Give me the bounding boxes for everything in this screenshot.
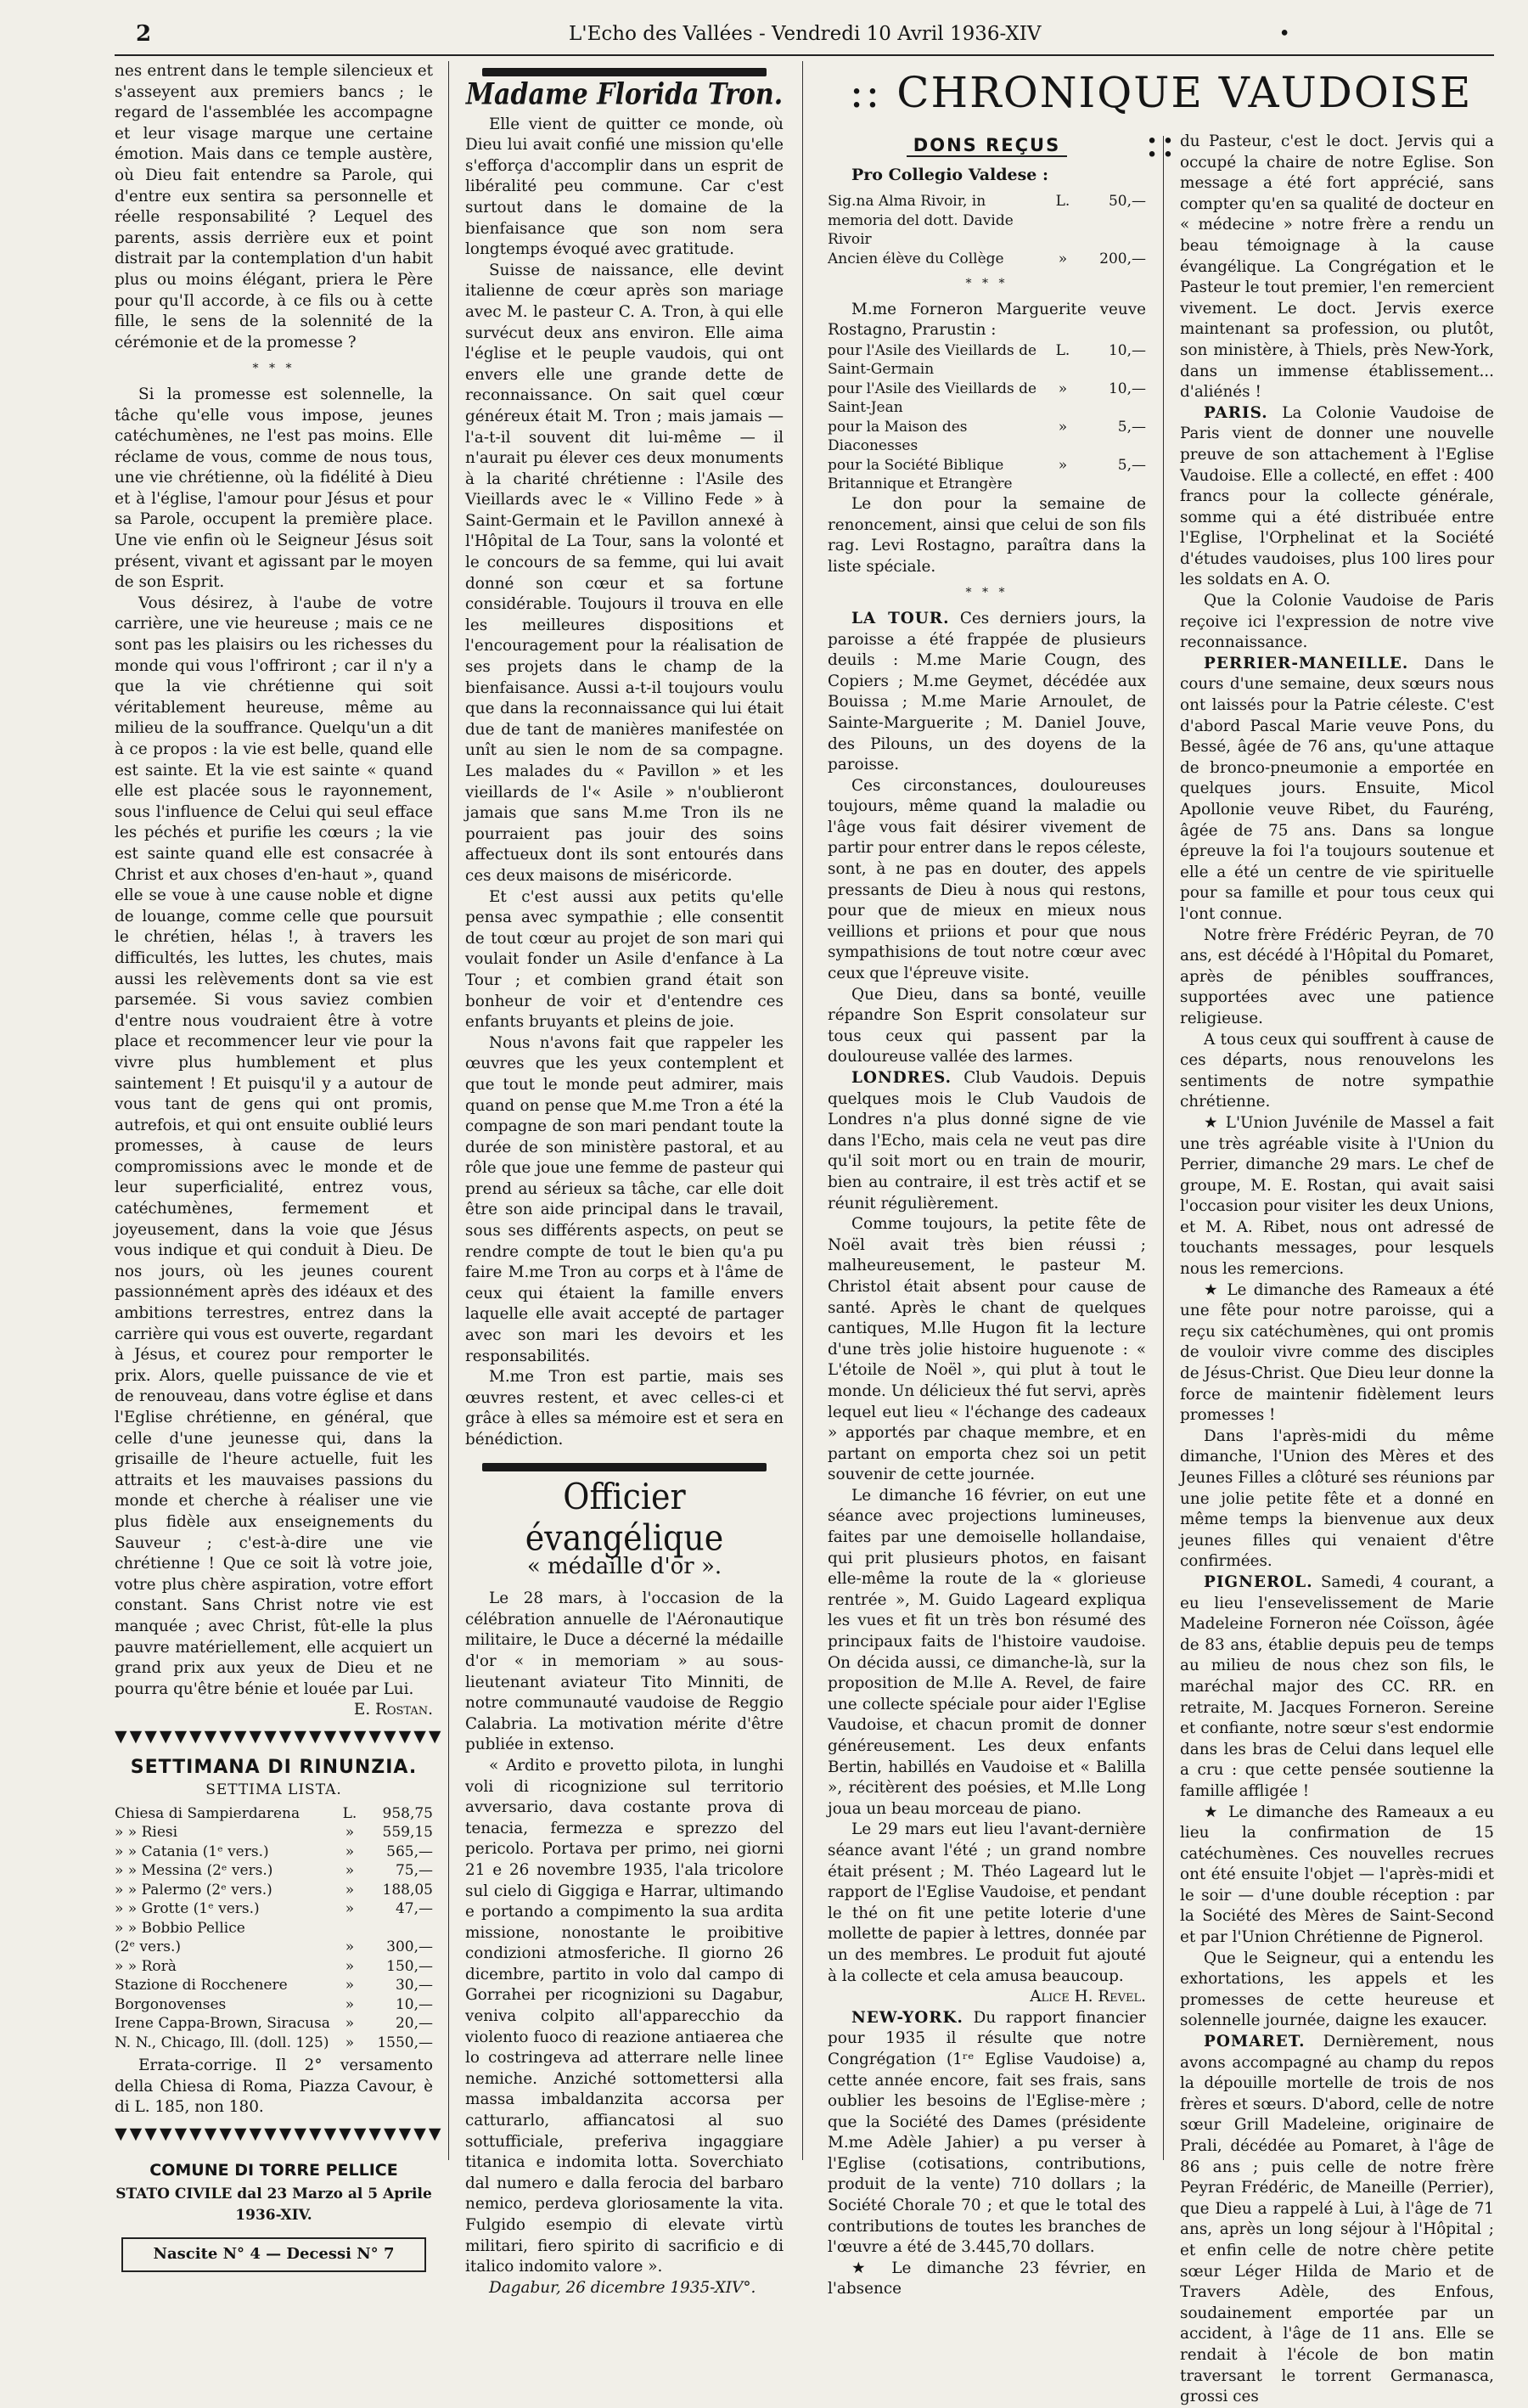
dons-title-text: DONS REÇUS bbox=[907, 135, 1067, 157]
column-divider-1 bbox=[448, 61, 449, 2160]
triangle-border: ▼▼▼▼▼▼▼▼▼▼▼▼▼▼▼▼▼▼▼▼▼▼ bbox=[115, 2124, 444, 2143]
table-row bbox=[115, 1919, 433, 1938]
row-currency: » bbox=[345, 1957, 355, 1975]
news-new-york bbox=[828, 2008, 1146, 2259]
row-label: Sig.na Alma Rivoir, in memoria del dott. Davide Rivoir bbox=[828, 193, 1014, 249]
article-paragraph: Elle vient de quitter ce monde, où Dieu lui avait confié une mission qu'elle s'efforça d'accomplir dans un esprit de libéralité peu commune. Car c'est surtout dans le domaine de la bienfaisance que son nom sera longtemps évoqué avec gratitude. bbox=[465, 115, 784, 259]
row-label: pour l'Asile des Vieillards de Saint-Jean bbox=[828, 380, 1037, 417]
row-label: » » Grotte (1ᵉ vers.) bbox=[115, 1900, 260, 1918]
row-label: Stazione di Rocchenere bbox=[115, 1977, 288, 1994]
row-amount: 30,— bbox=[395, 1977, 433, 1994]
row-amount: 188,05 bbox=[382, 1881, 433, 1899]
row-currency bbox=[333, 1919, 367, 1938]
table-row bbox=[115, 1995, 433, 2015]
rinunzia-title: SETTIMANA DI RINUNZIA. bbox=[130, 1756, 418, 1778]
news-text: Dans le cours d'une semaine, deux sœurs nous ont laissés pour la Patrie céleste. C'est d'abord Pascal Marie veuve Pons, du Bessé, âgée de 76 ans, qu'une attaque de bronco-pneumonie a emportée en quelques jours. Ensuite, Micol Apollonie veuve Ribet, du Fauréng, âgée de 75 ans. Dans sa longue épreuve la foi l'a toujours soutenue et elle a été un centre de vie spirituelle pour sa famille et pour tous ceux qui l'ont connue. bbox=[1180, 654, 1494, 923]
news-text: Dernièrement, nous avons accompagné au champ du repos la dépouille mortelle de trois de nos frères et sœurs. D'abord, celle de notre sœur Grill Madeleine, originaire de Prali, décédée au Pomaret, à l'âge de 86 ans ; puis celle de notre frère Peyran Frédéric, de Maneille (Perrier), que Dieu a rappelé à Lui, à l'âge de 71 ans, après un long séjour à l'Hôpital ; et enfin celle de notre chère petite sœur Léger Hilda de Mario et de Travers Adèle, des Enfous, soudainement emportée par un accident, à l'âge de 11 ans. Elle se rendait à l'école de bon matin traversant le torrent Germanasca, grossi ces bbox=[1180, 2033, 1494, 2406]
row-currency: » bbox=[1058, 418, 1068, 436]
collegio-title: Pro Collegio Valdese : bbox=[851, 165, 1049, 184]
row-label: » » Catania (1ᵉ vers.) bbox=[115, 1843, 269, 1860]
row-amount: 958,75 bbox=[382, 1804, 433, 1822]
article-paragraph: « Ardito e provetto pilota, in lunghi voli di ricognizione sul territorio avversario, dava costante prova di tenacia, fermezza e sprezzo del pericolo. Portava per primo, nei giorni 21 e 26 novembre 1935, l'ala tricolore sul cielo di Giggiga e Harrar, ultimando e portando a compimento la sua ardita missione, nonostante le proibitive condizioni atmosferiche. Il giorno 26 dicembre, partito in volo dal campo di Gorrahei per ricognizioni su Dagabur, veniva colpito all'apparecchio da violento fuoco di reazione antiaerea che lo costringeva ad atterrare nelle linee nemiche. Anziché sottomettersi alla massa imbaldanzita accorsa per catturarlo, affiancatosi al suo sottufficiale, preferiva ingaggiare titanica e indomita lotta. Soverchiato dal numero e dalla ferocia del barbaro nemico, perdeva gloriosamente la vita. Fulgido esempio di elevate virtù militari, fiero spirito di sacrificio e di italico indomito valore ». bbox=[465, 1756, 784, 2276]
article-paragraph: Que la Colonie Vaudoise de Paris reçoive ici l'expression de notre vive reconnaissance. bbox=[1180, 592, 1494, 652]
rinunzia-subtitle: SETTIMA LISTA. bbox=[205, 1781, 342, 1799]
page-header bbox=[110, 19, 1494, 53]
news-pomaret bbox=[1180, 2032, 1494, 2408]
article-paragraph: Que le Seigneur, qui a entendu les exhortations, les appels et les promesses de cette heureuse et solennelle journée, daigne les exaucer. bbox=[1180, 1949, 1494, 2030]
news-pignerol bbox=[1180, 1573, 1494, 1803]
table-row bbox=[828, 456, 1146, 494]
article-paragraph: Notre frère Frédéric Peyran, de 70 ans, est décédé à l'Hôpital du Pomaret, après de pénibles souffrances, supportées avec une patience religieuse. bbox=[1180, 926, 1494, 1027]
row-currency: » bbox=[1058, 250, 1068, 267]
article-paragraph: M.me Tron est partie, mais ses œuvres restent, et avec celles-ci et grâce à elles sa mémoire est et sera en bénédiction. bbox=[465, 1368, 784, 1449]
article-paragraph: Le 29 mars eut lieu l'avant-dernière séance avant l'été ; un grand nombre était présent ; M. Théo Lageard lut le rapport de l'Eglise Vaudoise, et pendant le thé on fit une petite loterie d'une mollette de papier à lettres, donnée par un des membres. Le produit fut ajouté à la collecte et cela amusa beaucoup. bbox=[828, 1820, 1146, 1985]
news-head: NEW-YORK. bbox=[851, 2008, 963, 2027]
nascite-box: Nascite N° 4 — Decessi N° 7 bbox=[121, 2237, 426, 2272]
separator: * * * bbox=[965, 277, 1008, 291]
don-note: Le don pour la semaine de renoncement, ainsi que celui de son fils rag. Levi Rostagno, paraîtra dans la liste spéciale. bbox=[828, 494, 1146, 576]
row-amount: 5,— bbox=[1117, 418, 1146, 436]
column-4 bbox=[1180, 132, 1494, 2406]
heading-bar bbox=[482, 1463, 767, 1471]
header-rule bbox=[115, 54, 1494, 56]
row-label: Chiesa di Sampierdarena bbox=[115, 1804, 301, 1822]
article-title-officier: Officier évangélique bbox=[525, 1476, 724, 1558]
article-paragraph: Le dimanche 16 février, on eut une séance avec projections lumineuses, faites par une demoiselle hollandaise, qui prit plusieurs photos, en faisant elle-même la route de la « glorieuse rentrée », M. Guido Lageard expliqua les vues et fit un très bon résumé des principaux faits de l'histoire vaudoise. On décida aussi, ce dimanche-là, sur la proposition de M.lle A. Revel, de faire une collecte spéciale pour aider l'Eglise Vaudoise, et chacun promit de donner généreusement. Les deux enfants Bertin, habillés en Vaudoise et « Balilla », récitèrent des poésies, et M.lle Long joua un beau morceau de piano. bbox=[828, 1486, 1146, 1818]
table-row bbox=[115, 1823, 433, 1843]
errata-note: Errata-corrige. Il 2° versamento della Chiesa di Roma, Piazza Cavour, è di L. 185, non 180. bbox=[115, 2056, 433, 2117]
comune-title: COMUNE DI TORRE PELLICE bbox=[149, 2160, 398, 2180]
signature: E. Rostan. bbox=[353, 1701, 433, 1719]
row-label: Irene Cappa-Brown, Siracusa bbox=[115, 2015, 330, 2033]
row-label: pour la Société Biblique Britannique et Etrangère bbox=[828, 456, 1013, 493]
table-row bbox=[828, 250, 1146, 269]
row-currency: » bbox=[345, 1977, 355, 1994]
news-head: PIGNEROL. bbox=[1204, 1573, 1313, 1591]
article-paragraph: Le 28 mars, à l'occasion de la célébration annuelle de l'Aéronautique militaire, le Duce a décerné la médaille d'or « in memoriam » au sous-lieutenant aviateur Tito Minniti, de notre communauté vaudoise de Reggio Calabria. La motivation mérite d'être publiée in extenso. bbox=[465, 1589, 784, 1754]
forneron-table bbox=[828, 341, 1146, 494]
row-amount: 5,— bbox=[1117, 456, 1146, 474]
table-row bbox=[115, 1861, 433, 1881]
rinunzia-table bbox=[115, 1804, 433, 2053]
article-paragraph: Vous désirez, à l'aube de votre carrière, une vie heureuse ; mais ce ne sont pas les plaisirs ou les richesses du monde qui vous l'offriront ; car il n'y a que la vie chrétienne qui soit véritablement heureuse, même au milieu de la souffrance. Quelqu'un a dit à ce propos : la vie est belle, quand elle est sainte. Et la vie est sainte « quand elle est placée sous le rayonnement, sous l'influence de Celui qui seul efface les péchés et purifie les cœurs ; la vie est sainte quand elle est consacrée à Christ et aux choses d'en-haut », quand elle se voue à une cause noble et digne de louange, comme celle que poursuit le chrétien, hélas !, à travers les difficultés, les luttes, les chutes, mais aussi les relèvements dont sa vie est parsemée. Si vous saviez combien d'entre nous voudraient être à votre place et recommencer leur vie pour la vivre plus humblement et plus saintement ! Et puisqu'il y a autour de vous tant de gens qui ont promis, autrefois, et qui ont ensuite oublié leurs promesses, à cause de leurs compromissions avec le monde et de leur superficialité, entrez vous, catéchumènes, fermement et joyeusement, dans la voie que Jésus vous indique et qui conduit à Dieu. De nos jours, où les jeunes courent passionnément après des idéaux et des ambitions terrestres, entrez dans la carrière qui vous est ouverte, regardant à Jésus, et courez pour remporter le prix. Alors, quelle puissance de vie et de renouveau, dans votre église et dans l'Eglise chrétienne, en général, que celle d'une jeunesse qui, dans la grisaille de l'heure actuelle, fuit les attraits et les mauvaises passions du monde et cherche à réaliser une vie plus fidèle aux enseignements du Sauveur ; c'est-à-dire une vie chrétienne ! Que ce soit là votre joie, votre plus chère aspiration, votre effort constant. Sans Christ notre vie est manquée ; avec Christ, fût-elle la plus pauvre matériellement, elle acquiert un grand prix aux yeux de Dieu et ne pourra qu'être bénie et louée par Lui. bbox=[115, 594, 433, 1698]
article-paragraph: du Pasteur, c'est le doct. Jervis qui a occupé la chaire de notre Eglise. Son message a été fort apprécié, sans compter qu'en sa qualité de docteur en « médecine » notre frère a rendu un beau témoignage à la cause évangélique. La Congrégation et le Pasteur le tout premier, l'en remercient vivement. Le doct. Jervis exerce maintenant sa profession, ou plutôt, son ministère, à Thiels, près New-York, dans un immense établissement... d'aliénés ! bbox=[1180, 132, 1494, 402]
news-text: Samedi, 4 courant, a eu lieu l'ensevelissement de Marie Madeleine Forneron née Coïsson, âgée de 83 ans, établie depuis peu de temps au milieu de nous chez son fils, le maréchal major des CC. RR. en retraite, M. Jacques Forneron. Sereine et confiante, notre sœur s'est endormie dans les bras de Celui dans lequel elle a cru : que cette pensée soutienne la famille affligée ! bbox=[1180, 1573, 1494, 1800]
row-amount: 565,— bbox=[386, 1843, 433, 1860]
news-head: LONDRES. bbox=[851, 1069, 952, 1087]
news-head: PERRIER-MANEILLE. bbox=[1204, 654, 1409, 672]
row-label: Ancien élève du Collège bbox=[828, 250, 1004, 267]
dateline: Dagabur, 26 dicembre 1935-XIV°. bbox=[489, 2278, 756, 2297]
row-currency: » bbox=[1058, 380, 1068, 397]
row-amount: 559,15 bbox=[382, 1824, 433, 1842]
section-title-chronique: :: CHRONIQUE VAUDOISE :: bbox=[849, 68, 1473, 166]
row-label: » » Palermo (2ᵉ vers.) bbox=[115, 1881, 272, 1899]
row-currency: » bbox=[1058, 456, 1068, 474]
article-title-florida-tron: Madame Florida Tron. bbox=[465, 77, 784, 112]
row-currency: » bbox=[345, 1862, 355, 1880]
row-label: » » Rorà bbox=[115, 1957, 177, 1975]
signature: Alice H. Revel. bbox=[1030, 1988, 1146, 2006]
article-paragraph: Ces circonstances, douloureuses toujours, même quand la maladie ou l'âge vous fait désirer vivement de partir pour entrer dans le repos céleste, sont, à ne pas en douter, des appels pressants de Dieu à nous qui restons, pour que de mieux en mieux nous veillions et priions et pour que nous sympathisions de tout notre cœur avec ceux que l'épreuve visite. bbox=[828, 776, 1146, 983]
row-label: pour la Maison des Diaconesses bbox=[828, 418, 968, 455]
stato-civile-title: STATO CIVILE dal 23 Marzo al 5 Aprile 1936-XIV. bbox=[115, 2186, 432, 2224]
row-currency: » bbox=[345, 1938, 355, 1956]
article-paragraph: Dans l'après-midi du même dimanche, l'Union des Mères et des Jeunes Filles a clôturé ses réunions par une jolie petite fête et a donné en même temps la bienvenue aux deux jeunes filles qui venaient d'être confirmées. bbox=[1180, 1426, 1494, 1571]
row-currency: » bbox=[345, 1995, 355, 2013]
news-londres bbox=[828, 1068, 1146, 1214]
row-label: » » Riesi bbox=[115, 1824, 178, 1842]
row-label: pour l'Asile des Vieillards de Saint-Germain bbox=[828, 341, 1037, 379]
masthead: L'Echo des Vallées - Vendredi 10 Avril 1936-XIV bbox=[569, 23, 1042, 45]
row-label: N. N., Chicago, Ill. (doll. 125) bbox=[115, 2034, 329, 2051]
article-paragraph: Suisse de naissance, elle devint italienne de cœur après son mariage avec M. le pasteur C. A. Tron, à qui elle survécut deux ans environ. Elle aima l'église et le peuple vaudois, qui ont envers elle une grande dette de reconnaissance. On sait quel cœur généreux était M. Tron ; mais jamais — l'a-t-il souvent dit lui-même — il n'aurait pu élever ces deux monuments à la charité chrétienne : l'Asile des Vieillards avec le « Villino Fede » à Saint-Germain et le Pavillon annexé à l'Hôpital de La Tour, sans la volonté et le concours de sa femme, qui lui avait donné son cœur et sa fortune considérable. Toujours il trouva en elle les meilleures dispositions et l'encouragement pour la réalisation de ses projets dans le champ de la bienfaisance. Aussi a-t-il toujours voulu que dans la reconnaissance qui lui était due de tant de manières manifestée on unît au sien le nom de sa compagne. Les malades du « Pavillon » et les vieillards de l'« Asile » n'oublieront jamais que sans M.me Tron ils ne pourraient pas jouir des soins affectueux dont ils sont entourés dans ces deux maisons de miséricorde. bbox=[465, 261, 784, 885]
heading-bar bbox=[482, 68, 767, 76]
news-head: POMARET. bbox=[1204, 2033, 1306, 2051]
article-subtitle-medaille: « médaille d'or ». bbox=[526, 1553, 722, 1579]
table-row bbox=[115, 1881, 433, 1900]
table-row bbox=[115, 1843, 433, 1862]
row-currency: » bbox=[345, 1881, 355, 1899]
article-paragraph: Comme toujours, la petite fête de Noël avait très bien réussi ; malheureusement, le pasteur M. Christol était absent pour cause de santé. Après le chant de quelques cantiques, M.lle Hugon fit la lecture d'une très jolie histoire huguenote : « L'étoile de Noël », qui plut à tout le monde. Un délicieux thé fut servi, après lequel eut lieu « l'échange des cadeaux » apportés par chaque membre, et en partant on emporta chez soi un petit souvenir de cette journée. bbox=[828, 1215, 1146, 1484]
column-divider-3 bbox=[1163, 136, 1164, 2160]
page-number: 2 bbox=[136, 21, 152, 47]
column-1 bbox=[115, 61, 444, 2264]
article-paragraph: Si la promesse est solennelle, la tâche qu'elle vous impose, jeunes catéchumènes, ne l'est pas moins. Elle réclame de vous, comme de nous tous, une vie chrétienne, où la fidélité à Dieu et à l'église, l'amour pour Jésus et pour sa Parole, occupent la première place. Une vie enfin où le Seigneur Jésus soit présent, vivant et agissant par le moyen de son Esprit. bbox=[115, 385, 433, 592]
row-amount: 150,— bbox=[386, 1957, 433, 1975]
table-row bbox=[115, 1899, 433, 1919]
news-paris bbox=[1180, 403, 1494, 591]
article-paragraph: A tous ceux qui souffrent à cause de ces départs, nous renouvelons les sentiments de notre sympathie chrétienne. bbox=[1180, 1030, 1494, 1111]
table-row bbox=[828, 341, 1146, 380]
dons-title bbox=[828, 135, 1146, 156]
column-divider-2 bbox=[802, 61, 803, 2160]
header-mark: • bbox=[1278, 23, 1290, 45]
news-text: La Colonie Vaudoise de Paris vient de donner une nouvelle preuve de son attachement à l'Eglise Vaudoise. Elle a collecté, en effet : 400 francs pour la collecte générale, somme qui a été distribuée entre l'Eglise, l'Orphelinat et la Société d'études vaudoises, plus 100 lires pour les soldats en A. O. bbox=[1180, 403, 1494, 589]
separator: * * * bbox=[252, 362, 295, 376]
row-label: Borgonovenses bbox=[115, 1995, 227, 2013]
row-currency: » bbox=[345, 1824, 355, 1842]
column-3 bbox=[828, 132, 1146, 2298]
row-amount: 10,— bbox=[1108, 341, 1146, 359]
row-currency: » bbox=[345, 1900, 355, 1918]
triangle-border: ▼▼▼▼▼▼▼▼▼▼▼▼▼▼▼▼▼▼▼▼▼▼ bbox=[115, 1726, 444, 1746]
table-row bbox=[115, 1976, 433, 1995]
row-amount: 75,— bbox=[395, 1862, 433, 1880]
table-row bbox=[115, 1938, 433, 1957]
table-row bbox=[828, 418, 1146, 456]
row-amount: 47,— bbox=[395, 1900, 433, 1918]
table-row bbox=[115, 1804, 433, 1824]
table-row bbox=[828, 380, 1146, 418]
news-perrier bbox=[1180, 654, 1494, 926]
row-amount: 50,— bbox=[1108, 193, 1146, 211]
news-head: PARIS. bbox=[1204, 403, 1268, 422]
row-currency: L. bbox=[342, 1804, 357, 1822]
row-currency: » bbox=[345, 2015, 355, 2033]
news-text: Du rapport financier pour 1935 il résulte que notre Congrégation (1ʳᵉ Eglise Vaudoise) a, cette année encore, fait ses frais, sans oublier les besoins de l'Eglise-mère ; que la Société des Dames (présidente M.me Adèle Jahier) a pu verser à l'Eglise (cotisations, contributions, produit de la vente) 710 dollars ; la Société Chorale 70 ; et que le total des contributions de toutes les branches de l'œuvre a été de 3.445,70 dollars. bbox=[828, 2008, 1146, 2257]
row-amount: 300,— bbox=[386, 1938, 433, 1956]
row-currency: » bbox=[345, 1843, 355, 1860]
row-currency: » bbox=[345, 2034, 355, 2051]
table-row bbox=[115, 1957, 433, 1977]
news-text: Ces derniers jours, la paroisse a été frappée de plusieurs deuils : M.me Marie Cougn, des Copiers ; M.me Geymet, décédée aux Bouissa ; M.me Marie Arnoulet, de Sainte-Marguerite ; M. Daniel Jouve, des Pilouns, un des doyens de la paroisse. bbox=[828, 609, 1146, 774]
article-paragraph: ★ Le dimanche 23 février, en l'absence bbox=[828, 2259, 1146, 2298]
row-label: » » Bobbio Pellice bbox=[115, 1919, 245, 1937]
news-head: LA TOUR. bbox=[851, 609, 950, 627]
article-confirmation-intro: nes entrent dans le temple silencieux et s'asseyent aux premiers bancs ; le regard de l'assemblée les accompagne et leur visage marque une certaine émotion. Mais dans ce temple austère, où Dieu fait entendre sa Parole, qui d'entre eux sentira sa personnelle et réelle responsabilité ? Lequel des parents, assis derrière eux et point distrait par la contemplation d'un habit plus ou moins élégant, priera le Père pour qu'Il accorde, à ce fils ou à cette fille, le sens de la solennité de la cérémonie et de la promesse ? bbox=[115, 62, 433, 352]
row-amount bbox=[367, 1919, 433, 1938]
row-amount: 1550,— bbox=[377, 2034, 433, 2051]
row-currency: L. bbox=[1055, 193, 1070, 211]
row-label: » » Messina (2ᵉ vers.) bbox=[115, 1862, 273, 1880]
row-amount: 10,— bbox=[1108, 380, 1146, 397]
article-paragraph: ★ Le dimanche des Rameaux a eu lieu la confirmation de 15 catéchumènes. Ces nouvelles recrues ont été ensuite l'objet — l'après-midi et le soir — d'une double réception : par la Société des Mères de Saint-Second et par l'Union Chrétienne de Pignerol. bbox=[1180, 1803, 1494, 1947]
row-amount: 20,— bbox=[395, 2015, 433, 2033]
row-label: (2ᵉ vers.) bbox=[115, 1938, 181, 1956]
row-currency: L. bbox=[1055, 341, 1070, 359]
table-row bbox=[828, 192, 1146, 250]
donor-intro: M.me Forneron Marguerite veuve Rostagno, Prarustin : bbox=[828, 300, 1146, 340]
column-2 bbox=[465, 61, 784, 2297]
article-paragraph: Nous n'avons fait que rappeler les œuvres que les yeux contemplent et que tout le monde peut admirer, mais quand on pense que M.me Tron a été la compagne de son mari pendant toute la durée de son ministère pastoral, et au rôle que joue une femme de pasteur qui prend au sérieux sa tâche, car elle doit être son aide principal dans le travail, sous ses différents aspects, on peut se rendre compte de tout le bien qu'a pu faire M.me Tron au corps et à l'âme de ceux qui étaient la famille envers laquelle elle avait accepté de partager avec son mari les devoirs et les responsabilités. bbox=[465, 1033, 784, 1365]
separator: * * * bbox=[965, 586, 1008, 600]
table-row bbox=[115, 2014, 433, 2034]
news-text: Club Vaudois. Depuis quelques mois le Club Vaudois de Londres n'a plus donné signe de vie dans l'Echo, mais cela ne veut pas dire qu'il soit mort ou en train de mourir, bien au contraire, il est très actif et se réunit régulièrement. bbox=[828, 1069, 1146, 1212]
dons-table bbox=[828, 192, 1146, 268]
article-paragraph: ★ L'Union Juvénile de Massel a fait une très agréable visite à l'Union du Perrier, dimanche 29 mars. Le chef de groupe, M. E. Rostan, qui avait saisi l'occasion pour visiter les deux Unions, et M. A. Ribet, nous ont adressé de touchants messages, pour lesquels nous les remercions. bbox=[1180, 1113, 1494, 1279]
row-amount: 10,— bbox=[395, 1995, 433, 2013]
article-paragraph: Que Dieu, dans sa bonté, veuille répandre Son Esprit consolateur sur tous ceux qui passent par la douloureuse vallée des larmes. bbox=[828, 985, 1146, 1066]
article-paragraph: ★ Le dimanche des Rameaux a été une fête pour notre paroisse, qui a reçu six catéchumènes, qui ont promis de vouloir vivre comme des disciples de Jésus-Christ. Que Dieu leur donne la force de maintenir fidèlement leurs promesses ! bbox=[1180, 1280, 1494, 1425]
article-paragraph: Et c'est aussi aux petits qu'elle pensa avec sympathie ; elle consentit de tout cœur au projet de son mari qui voulait fonder un Asile d'enfance à La Tour ; et combien grand était son bonheur de voir et d'entendre ces enfants bruyants et pleins de joie. bbox=[465, 887, 784, 1032]
row-amount: 200,— bbox=[1099, 250, 1146, 267]
table-row bbox=[115, 2034, 433, 2053]
news-la-tour bbox=[828, 609, 1146, 776]
